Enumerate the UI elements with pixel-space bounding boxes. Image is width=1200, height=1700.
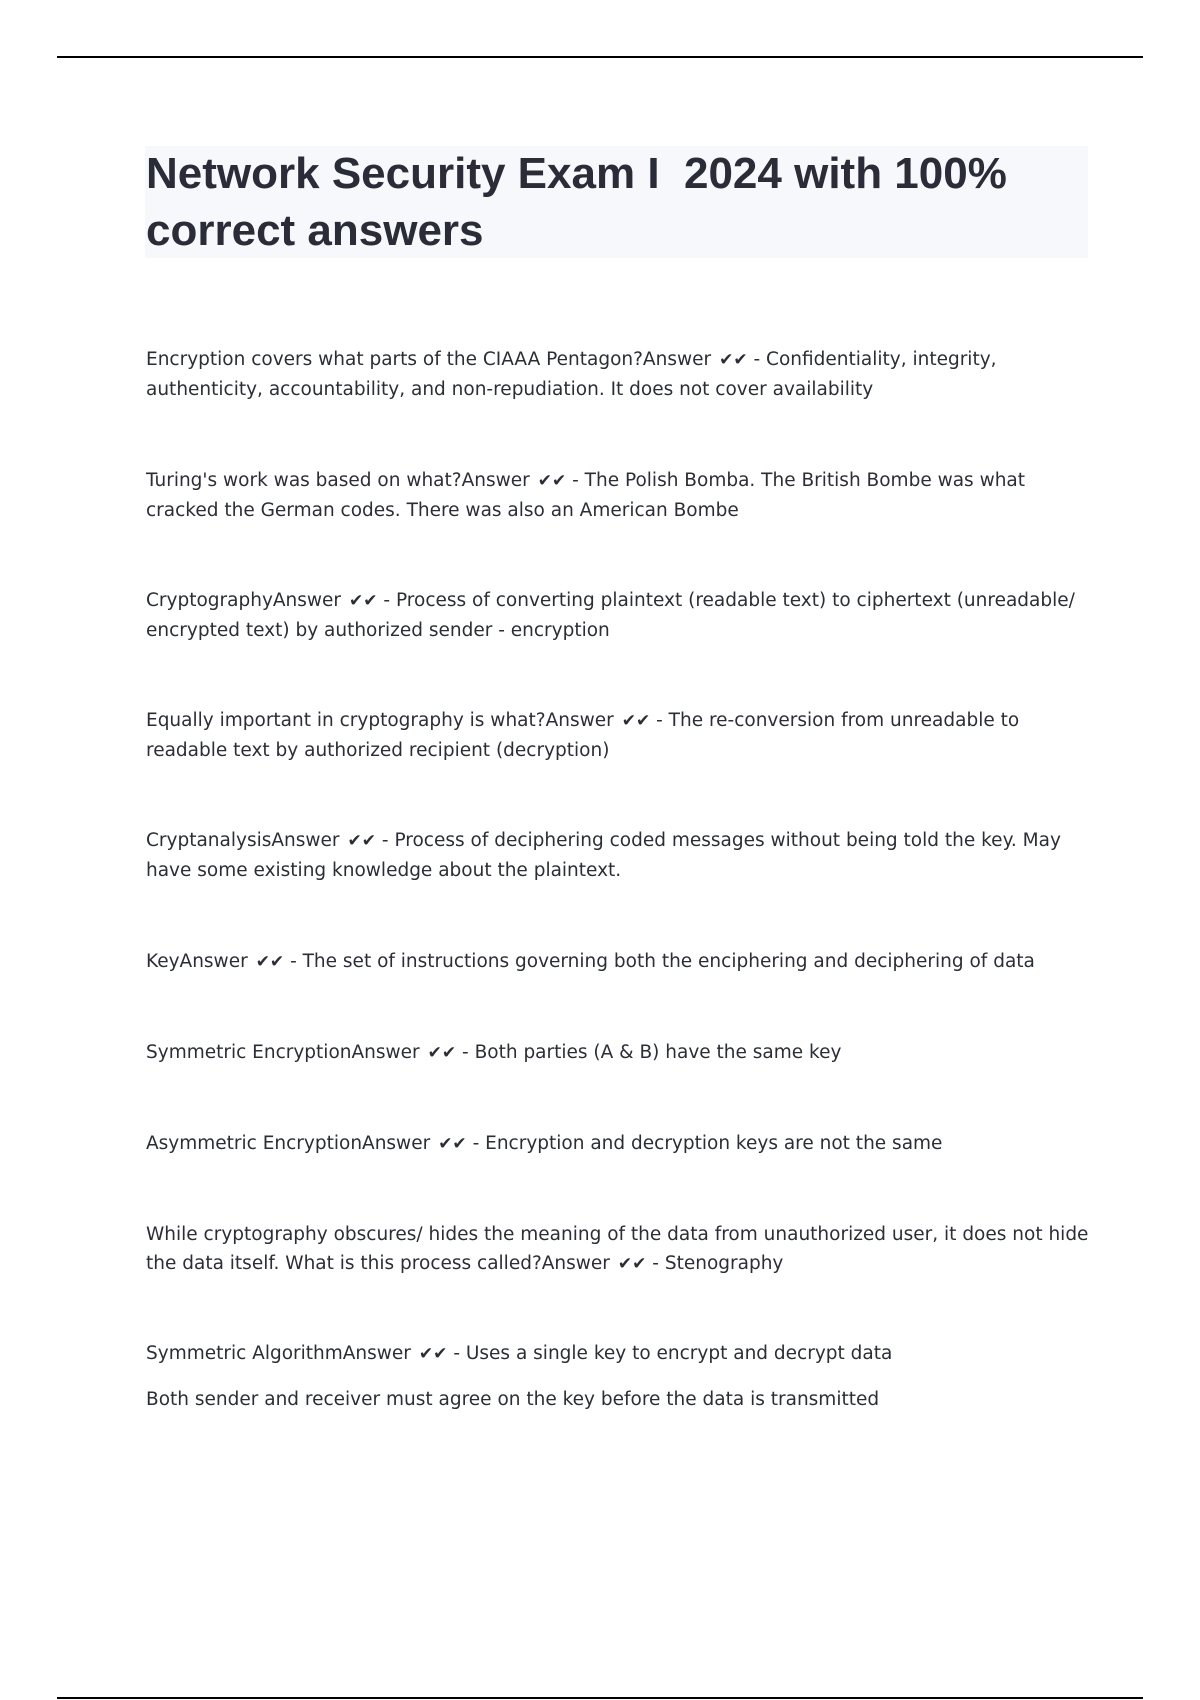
answer-text: - The Polish Bomba. The British Bombe was what cracked the German codes. There was also an American Bombe <box>146 470 1026 521</box>
check-mark-icon: ✔✔ <box>438 1134 467 1154</box>
qa-entry <box>146 947 1091 977</box>
question-text: Symmetric AlgorithmAnswer <box>146 1343 411 1364</box>
answer-text: - Process of converting plaintext (readable text) to ciphertext (unreadable/ encrypted text) by authorized sender - encryption <box>146 590 1075 641</box>
check-mark-icon: ✔✔ <box>255 952 285 972</box>
answer-text: - The set of instructions governing both the enciphering and deciphering of data <box>290 951 1035 972</box>
check-mark-icon: ✔✔ <box>537 471 567 491</box>
extra-line: Both sender and receiver must agree on the key before the data is transmitted <box>146 1389 880 1410</box>
qa-entry <box>146 1220 1091 1279</box>
qa-entry <box>146 1129 1091 1159</box>
question-text: CryptographyAnswer <box>146 590 342 611</box>
check-mark-icon: ✔✔ <box>349 591 378 611</box>
qa-entry <box>146 586 1091 645</box>
top-rule <box>57 56 1143 58</box>
question-text: While cryptography obscures/ hides the meaning of the data from unauthorized user, it does not hide the data itself. What is this process called?Answer <box>146 1224 1089 1274</box>
page-title: Network Security Exam I 2024 with 100% correct answers <box>146 149 1020 255</box>
question-text: Symmetric EncryptionAnswer <box>146 1042 420 1063</box>
qa-entry <box>146 1339 1091 1369</box>
answer-text: - Both parties (A & B) have the same key <box>462 1042 842 1063</box>
qa-entry <box>146 345 1091 404</box>
qa-entry <box>146 1038 1091 1068</box>
answer-text: - Confidentiality, integrity, authenticity, accountability, and non-repudiation. It does not cover availability <box>146 349 997 400</box>
check-mark-icon: ✔✔ <box>719 350 748 370</box>
check-mark-icon: ✔✔ <box>621 711 651 731</box>
check-mark-icon: ✔✔ <box>427 1043 457 1063</box>
qa-entry <box>146 826 1091 885</box>
answer-text: - The re-conversion from unreadable to readable text by authorized recipient (decryption) <box>146 710 1020 761</box>
bottom-rule <box>57 1697 1143 1699</box>
question-text: Turing's work was based on what?Answer <box>146 470 530 491</box>
question-text: Encryption covers what parts of the CIAAA Pentagon?Answer <box>146 349 712 370</box>
check-mark-icon: ✔✔ <box>347 831 377 851</box>
question-text: Asymmetric EncryptionAnswer <box>146 1133 431 1154</box>
question-text: CryptanalysisAnswer <box>146 830 340 851</box>
answer-text: - Uses a single key to encrypt and decrypt data <box>453 1343 893 1364</box>
qa-entry <box>146 706 1091 765</box>
answer-text: - Encryption and decryption keys are not the same <box>472 1133 943 1154</box>
check-mark-icon: ✔✔ <box>617 1254 647 1274</box>
answer-text: - Process of deciphering coded messages without being told the key. May have some existing knowledge about the plaintext. <box>146 830 1061 881</box>
answer-text: - Stenography <box>652 1253 784 1274</box>
question-text: Equally important in cryptography is what?Answer <box>146 710 614 731</box>
question-text: KeyAnswer <box>146 951 248 972</box>
qa-entry <box>146 466 1091 525</box>
check-mark-icon: ✔✔ <box>418 1344 448 1364</box>
